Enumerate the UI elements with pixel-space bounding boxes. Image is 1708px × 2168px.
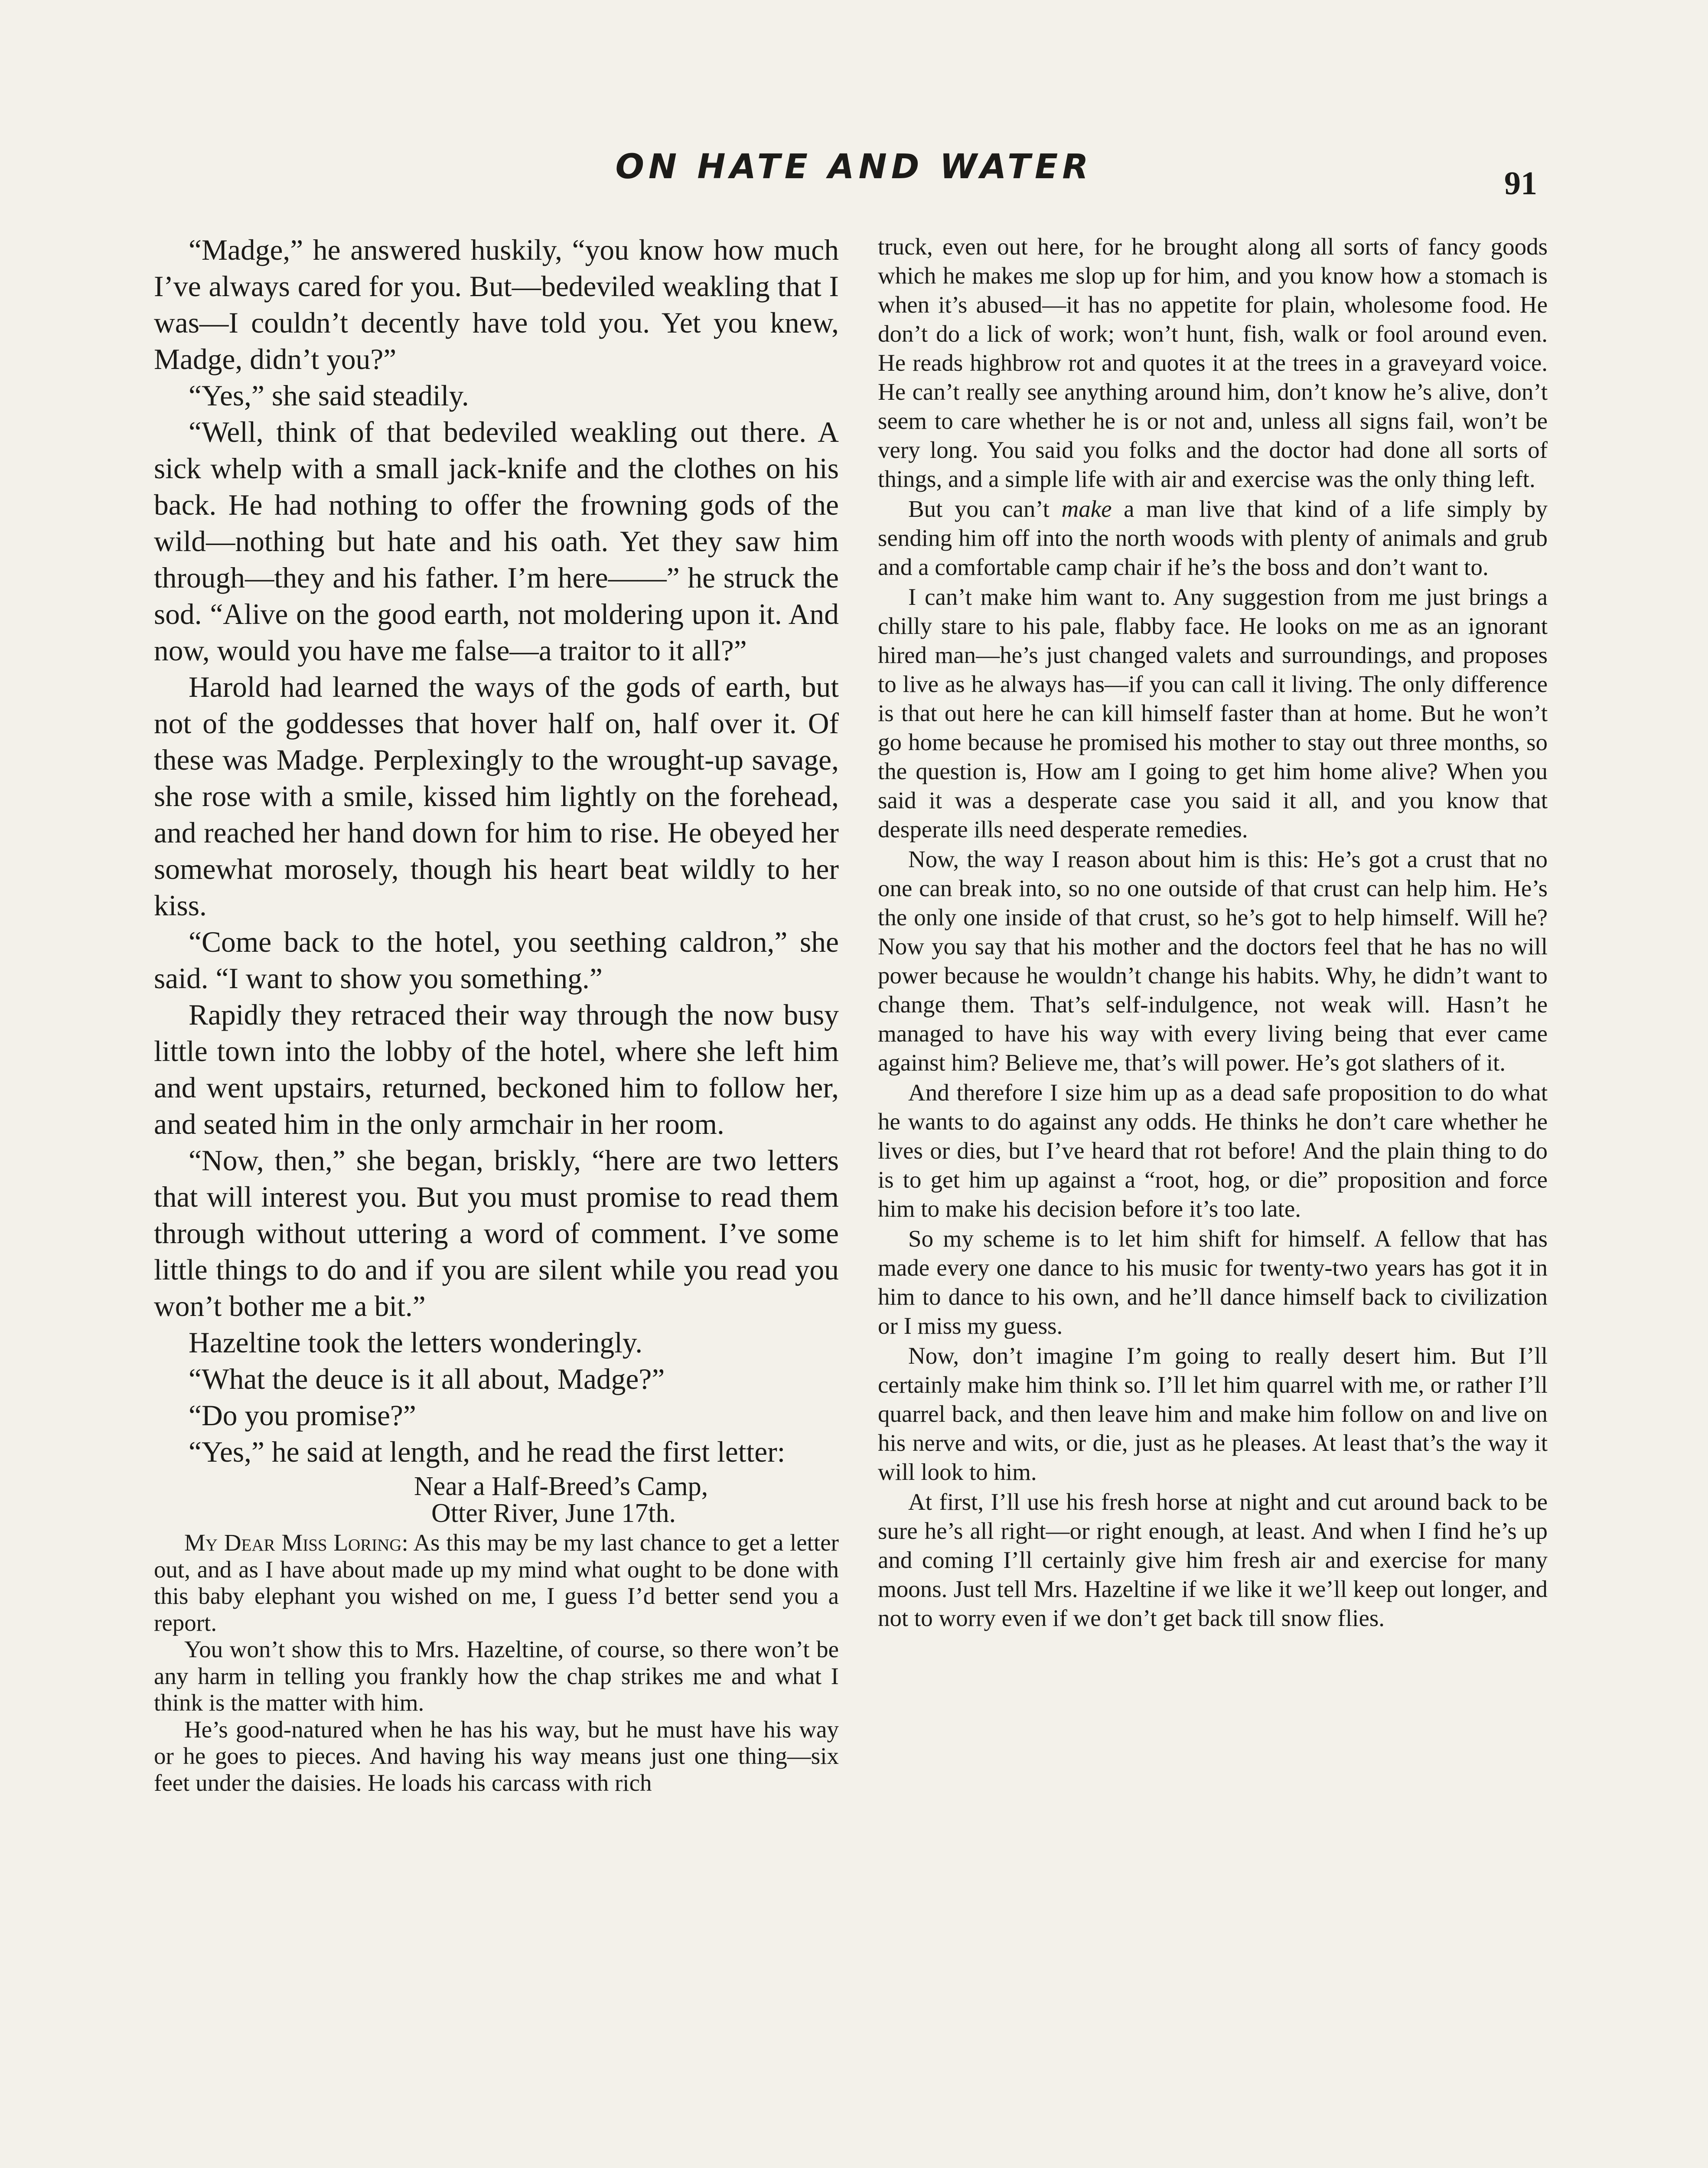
text-run: a man live that kind of a life simply by sending him off into the north woods with plenty of animals and grub and a comfortable camp chair if he’s the boss and don’t want to. [878,496,1548,580]
letter-paragraph: Now, don’t imagine I’m going to really desert him. But I’ll certainly make him think so. I’ll let him quarrel with me, or rather I’ll quarrel back, and then leave him and make him follow on and live on his nerve and wits, or die, just as he pleases. At least that’s the way it will look to him. [878,1342,1548,1485]
letter-place: Near a Half-Breed’s Camp, [414,1472,708,1501]
page-number: 91 [1504,165,1537,202]
paragraph: Harold had learned the ways of the gods of earth, but not of the goddesses that hover half on, half over it. Of these was Madge. Perplexingly to the wrought-up savage, she rose with a smile, kissed him lightly on the forehead, and reached her hand down for him to rise. He obeyed her somewhat morosely, though his heart beat wildly to her kiss. [154,671,839,922]
paragraph: Rapidly they retraced their way through the now busy little town into the lobby of the hotel, where she left him and went upstairs, returned, beckoned him to follow her, and seated him in the only armchair in her room. [154,999,839,1140]
paragraph: “Yes,” she said steadily. [189,379,469,412]
paragraph: “Yes,” he said at length, and he read the first letter: [189,1436,786,1468]
letter-salutation: My Dear Miss Loring: [184,1529,408,1556]
paragraph: “Well, think of that bedeviled weakling out there. A sick whelp with a small jack-knife and the clothes on his back. He had nothing to offer the frowning gods of the wild—nothing but hate and his oath. Yet they saw him through—they and his father. I’m here——” he struck the sod. “Alive on the good earth, not moldering upon it. And now, would you have me false—a traitor to it all?” [154,416,839,667]
paragraph: “Now, then,” she began, briskly, “here are two letters that will interest you. But you must promise to read them through without uttering a word of comment. I’ve some little things to do and if you are silent while you read you won’t bother me a bit.” [154,1144,839,1322]
right-column [878,232,1548,1633]
running-header-title: ON HATE AND WATER [615,147,1093,186]
letter-paragraph: He’s good-natured when he has his way, but he must have his way or he goes to pieces. And having his way means just one thing—six feet under the daisies. He loads his carcass with rich [154,1716,839,1796]
letter-text: As this may be my last chance to get a letter out, and as I have about made up my mind what ought to be done with this baby elephant you wished on me, I guess I’d better send you a report. [154,1529,839,1636]
text-run: But you can’t [908,496,1062,522]
letter-paragraph: You won’t show this to Mrs. Hazeltine, of course, so there won’t be any harm in telling you frankly how the chap strikes me and what I think is the matter with him. [154,1636,839,1716]
letter-paragraph [878,494,1548,581]
letter-heading [154,1473,839,1527]
letter-paragraph: And therefore I size him up as a dead safe proposition to do what he wants to do against any odds. He thinks he don’t care whether he lives or dies, but I’ve heard that rot before! And the plain thing to do is to get him up against a “root, hog, or die” proposition and force him to make his decision before it’s too late. [878,1079,1548,1222]
paragraph: Hazeltine took the letters wonderingly. [189,1326,643,1359]
paragraph: “Do you promise?” [189,1399,416,1432]
letter-date: Otter River, June 17th. [431,1499,676,1528]
letter-paragraph: So my scheme is to let him shift for himself. A fellow that has made every one dance to his music for twenty-two years has got it in him to dance to his own, and he’ll dance himself back to civilization or I miss my guess. [878,1225,1548,1339]
letter-paragraph [154,1529,839,1636]
letter-paragraph: At first, I’ll use his fresh horse at night and cut around back to be sure he’s all right—or right enough, at least. And when I find he’s up and coming I’ll certainly give him fresh air and exercise for many moons. Just tell Mrs. Hazeltine if we like it we’ll keep out longer, and not to worry even if we don’t get back till snow flies. [878,1489,1548,1631]
letter-paragraph: Now, the way I reason about him is this: He’s got a crust that no one can break into, so no one outside of that crust can help him. He’s the only one inside of that crust, so he’s got to help himself. Will he? Now you say that his mother and the doctors feel that he has no will power because he wouldn’t change his habits. Why, he didn’t want to change them. That’s self-indulgence, not weak will. Hasn’t he managed to have his way with every living being that ever came against him? Believe me, that’s will power. He’s got slathers of it. [878,846,1548,1076]
emphasis: make [1061,496,1112,522]
letter-paragraph: truck, even out here, for he brought along all sorts of fancy goods which he makes me slop up for him, and you know how a stomach is when it’s abused—it has no appetite for plain, wholesome food. He don’t do a lick of work; won’t hunt, fish, walk or fool around even. He reads highbrow rot and quotes it at the trees in a graveyard voice. He can’t really see anything around him, don’t know he’s alive, don’t seem to care whether he is or not and, unless all signs fail, won’t be very long. You said you folks and the doctor had done all sorts of things, and a simple life with air and exercise was the only thing left. [878,233,1548,492]
letter-paragraph: I can’t make him want to. Any suggestion from me just brings a chilly stare to his pale, flabby face. He looks on me as an ignorant hired man—he’s just changed valets and surroundings, and proposes to live as he always has—if you can call it living. The only difference is that out here he can kill himself faster than at home. But he won’t go home because he promised his mother to stay out three months, so the question is, How am I going to get him home alive? When you said it was a desperate case you said it all, and you know that desperate ills need desperate remedies. [878,584,1548,842]
left-column [154,232,839,1796]
paragraph: “What the deuce is it all about, Madge?” [189,1363,665,1395]
paragraph: “Come back to the hotel, you seething caldron,” she said. “I want to show you something.” [154,926,839,995]
paragraph: “Madge,” he answered huskily, “you know how much I’ve always cared for you. But—bedeviled weakling that I was—I couldn’t decently have told you. Yet you knew, Madge, didn’t you?” [154,234,839,375]
